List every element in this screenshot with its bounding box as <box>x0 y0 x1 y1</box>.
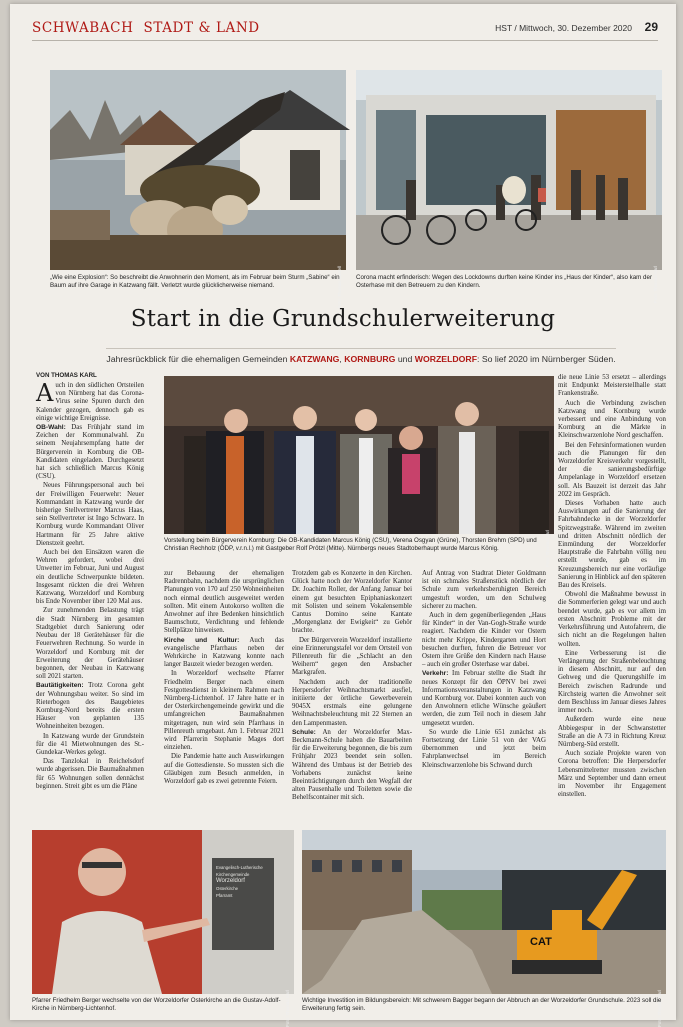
article-column-1 <box>36 379 144 812</box>
page-number: 29 <box>644 20 658 34</box>
place-kornburg: KORNBURG <box>344 354 396 364</box>
paragraph: Das Tanzlokal in Reichelsdorf wurde abgerissen. Die Baumaßnahmen für 65 Wohnungen sollen dennächst beginnen. Streit gibt es um die Pläne <box>36 758 144 790</box>
paragraph: Auch die Verbindung zwischen Katzwang und Kornburg wurde verbessert und eine Anbindung von Kornburg an die Märkte in Kleinschwarzenlohe Nord geschaffen. <box>558 399 666 440</box>
article-column-4 <box>422 570 546 814</box>
section-heading <box>32 20 260 36</box>
keyword-kirche: Kirche und Kultur: <box>164 636 240 644</box>
issue-date: HST / Mittwoch, 30. Dezember 2020 <box>495 23 632 33</box>
church-plaque <box>216 864 270 899</box>
paragraph: Auch soziale Projekte waren von Corona betroffen: Die Herpersdorfer Lebensmittelretter mussten zwischen März und September und dann erneut im November ihr Engagement einstellen. <box>558 750 666 799</box>
paragraph: Auch in dem gegenüberliegenden „Haus für Kinder“ in der Van-Gogh-Straße wurde reagiert. Nachdem die Kinder vor Ostern nicht mehr Krippe, Kindergarten und Hort besuchen durften, fuhren die Betreuer vor Ostern ihre Grüße den Kindern nach Hause – auch ein großer Osterhase war dabei. <box>422 612 546 669</box>
newspaper-page <box>10 4 676 1027</box>
subtitle-intro: Jahresrückblick für die ehemaligen Gemeinden <box>106 354 288 364</box>
paragraph: Auch bei den Einsätzen waren die Wehren gefordert, wobei drei Unwetter im Februar, Juni und August ein deutliche Schwerpunkte bildeten. Insgesamt rückten die drei Wehren Katzwang, Worzeldorf und Kornburg bis Ende November über 120 Mal aus. <box>36 549 144 606</box>
paragraph: Bei den Fehrsinformationen wurden auch die Planungen für den Worzeldorfer Kreisverkehr vorgestellt, der die sanierungsbedürftige Ampelanlage in Worzeldorf ersetzen soll. Als Bauzeit ist derzeit das Jahr 2022 im Gespräch. <box>558 441 666 498</box>
kita-credit: Foto: Thomas Karl <box>653 266 658 303</box>
paragraph: Das Frühjahr stand im Zeichen der Kommunalwahl. Zu seinem Neujahrsempfang hatte der Bürgerverein in Kornburg die OB-Kandidaten eingeladen. Durchgesetzt hat sich schließlich Marcus König (CSU). <box>36 424 144 481</box>
section-left: SCHWABACH <box>32 20 134 36</box>
plaque-line: Worzeldorf <box>216 878 245 884</box>
kita-caption: Corona macht erfinderisch: Wegen des Lockdowns durften keine Kinder ins „Haus der Kinder“, also kam der Osterhase mit den Betreuern zu den Kindern. <box>356 274 653 289</box>
paragraph: Im Februar stellte die Stadt ihr neues Konzept für den ÖPNV bei zwei Informationsveranstaltungen in Katzwang und Kornburg vor. Dabei konnten auch von den Anwohnern etliche Wünsche geäußert werden, die zum Teil noch in diesem Jahr umgesetzt wurden. <box>422 670 546 727</box>
excavator-caption: Wichtige Investition im Bildungsbereich: Mit schwerem Bagger begann der Abbruch an der Worzeldorfer Grundschule. 2023 soll die Erweiterung fertig sein. <box>302 997 662 1012</box>
place-worzeldorf: WORZELDORF <box>414 354 478 364</box>
cat-logo: CAT <box>530 936 552 948</box>
paragraph: An der Worzeldorfer Max-Beckmann-Schule haben die Bauarbeiten für die Erweiterung begonnen, die bis zum Frühjahr 2023 beendet sein sollen. Während des Umbaus ist der Betrieb des Vorhabens zunächst keine Beeinträchtigungen durch den Wegfall der alten Pausenhalle und Toiletten sowie die Behelfscontainer mit sich. <box>292 728 413 802</box>
page-header <box>32 20 658 41</box>
excavator-credit: Foto: Thomas Karl <box>657 990 662 1027</box>
plaque-line: Evangelisch-Lutherische <box>216 865 263 870</box>
place-katzwang: KATZWANG <box>289 354 340 364</box>
paragraph: So wurde die Linie 651 zunächst als Fortsetzung der Linie 51 von der VAG übernommen und jetzt beim Fahrplanwechsel im Bereich Kleinschwarzenlohe bis Schwand durch <box>422 728 546 769</box>
paragraph: Nachdem auch der traditionelle Herpersdorfer Weihnachtsmarkt ausfiel, initiierte der örtliche Gewerbeverein 9045X erstmals eine gelungene Weihnachtsbeleuchtung mit 22 Sternen an den Lampenmasten. <box>292 678 412 727</box>
article-column-2 <box>164 570 284 814</box>
article-subtitle: Jahresrückblick für die ehemaligen Gemeinden KATZWANG, KORNBURG und WORZELDORF: So lief 2020 im Nürnberger Süden. <box>106 348 616 364</box>
group-caption: Vorstellung beim Bürgerverein Kornburg: Die OB-Kandidaten Marcus König (CSU), Verena Osgyan (Grüne), Thorsten Brehm (SPD) und Christian Rechholz (ÖDP, v.r.n.l.) mit Gastgeber Rolf Prötzl (Mitte). Nürnbergs neues Stadtoberhaupt wurde Marcus König. <box>164 537 537 552</box>
paragraph: Obwohl die Maßnahme bewusst in die Sommerferien gelegt war und auch beendet wurde, gab es vor allem im ersten Abschnitt Probleme mit der Verkehrsführung und Autofahrern, die sich nicht an die Regelungen halten wollten. <box>558 591 666 648</box>
paragraph: Eine Verbesserung ist die Verlängerung der Straßenbeleuchtung in diesem Abschnitt, nur auf den Gehweg und die Querungshilfe im Bereich zwischen Radrunde und Kirchsteig warten die Anwohner seit dem Beschluss im Januar dieses Jahres immer noch. <box>558 649 666 715</box>
paragraph: Der Bürgerverein Worzeldorf installierte eine Erinnerungstafel vor dem Ortsteil von Pillenreuth für die „Schlacht an den Weihern“ gegen den Ansbacher Markgrafen. <box>292 636 412 677</box>
paragraph: Trotzdem gab es Konzerte in den Kirchen. Glück hatte noch der Worzeldorfer Kantor Dr. Joachim Roller, der Anfang Januar bei einem gut besuchten Epiphaniaskonzert mit Solisten und seinem Vokalensemble Cantus Domino seine Kantate „Morgenglanz der Ewigkeit“ zu Gehör brachte. <box>292 570 412 635</box>
article-column-3 <box>292 570 412 814</box>
byline: VON THOMAS KARL <box>36 372 97 379</box>
pastor-caption: Pfarrer Friedhelm Berger wechselte von der Worzeldorfer Osterkirche an die Gustav-Adolf-Kirche in Nürnberg-Lichtenhof. <box>32 997 281 1012</box>
plaque-line: Kirchengemeinde <box>216 872 250 877</box>
intro-text: uch in den südlichen Ortsteilen von Nürnberg hat das Corona-Virus seine Spuren durch den Kalender gezogen, dennoch gab es einige wichtige Ereignisse. <box>36 382 144 422</box>
plaque-line: Pfarramt <box>216 893 233 898</box>
paragraph: Die Pandemie hatte auch Auswirkungen auf die Gottesdienste. So mussten sich die Gläubigen zum Besuch anmelden, in Worzeldorf gab es zwei getrennte Feiern. <box>164 753 284 786</box>
paragraph: Außerdem wurde eine neue Abbiegespur in der Schwanstetter Straße an die A 73 in Richtung Kreuz Nürnberg-Süd erstellt. <box>558 716 666 748</box>
keyword-schule: Schule: <box>292 728 316 736</box>
paragraph: die neue Linie 53 ersetzt – allerdings mit Endpunkt Meisterstellhalle statt Frankenstraße. <box>558 374 666 398</box>
drop-cap: A <box>36 379 54 407</box>
storm-credit: Foto: Thomas Correll <box>337 266 342 309</box>
keyword-bau: Bautätigkeiten: <box>36 682 84 690</box>
section-right: STADT & LAND <box>143 20 260 36</box>
paragraph: Dieses Vorhaben hatte auch Auswirkungen auf die Sanierung der Fahrbahndecke in der Worzeldorfer Spitzwegstraße. Während im zweiten und dritten Abschnitt nördlich der Einmündung der Worzeldorfer Hauptstraße die Fahrbahn völlig neu erstellt wurde, gab es im Kreuzungsbereich nur eine vorläufige Sanierung in Hinblick auf den späteren Bau des Kreisels. <box>558 500 666 590</box>
storm-caption: „Wie eine Explosion“: So beschreibt die Anwohnerin den Moment, als im Februar beim Sturm „Sabine“ ein Baum auf ihre Garage in Katzwang fällt. Verletzt wurde glücklicherweise niemand. <box>50 274 340 289</box>
paragraph: zur Bebauung der ehemaligen Radrennbahn, nachdem die ursprünglichen Planungen von 170 auf 250 Wohneinheiten noch einmal deutlich ausgeweitet werden sollten. Mit einem Autokorso wollten die Anwohner auf ihre Bedenken hinsichtlich Baumschutz, Verdichtung und fehlende Stellplätze hinweisen. <box>164 570 284 635</box>
subtitle-end: : So lief 2020 im Nürnberger Süden. <box>477 354 616 364</box>
paragraph: Trotz Corona geht der Wohnungsbau weiter. So sind im Rieterbogen des Baugebietes Kornburg-Nord bereits die ersten Häuser von geplanten 135 Wohneinheiten bezogen. <box>36 682 144 731</box>
article-column-5 <box>558 374 666 814</box>
pastor-credit: Foto: Thomas Karl <box>285 990 290 1027</box>
keyword-ob-wahl: OB-Wahl: <box>36 424 66 432</box>
plaque-line: Osterkirche <box>216 886 238 891</box>
paragraph: In Katzwang wurde der Grundstein für die 41 Mietwohnungen des St.-Gundekar-Werkes gelegt. <box>36 732 144 756</box>
paragraph: Zur zunehmenden Belastung trägt die Stadt Nürnberg im gesamten Stadtgebiet durch Sanierung oder Neubau der 18 Gerätehäuser für die Feuerwehren Rechnung. So wurde in Worzeldorf und Kornburg mit der Erweiterung der Gerätehäuser begonnen, der Neubau in Katzwang soll 2021 starten. <box>36 607 144 681</box>
paragraph: Neues Führungspersonal auch bei der Freiwilligen Feuerwehr: Neuer Kommandant in Katzwang wurde der bisherige Stellvertreter Marcus Haas, sein Stellvertreter ist Ingo Schwarz. In Kornburg wurde Kommandant Oliver Hartmann für 25 Jahre aktive Dienstzeit geehrt. <box>36 482 144 547</box>
paragraph: Auf Antrag von Stadtrat Dieter Goldmann ist ein schmales Straßenstück nördlich der Schule zum verkehrsberuhigten Bereich umgestuft worden, um den Schulweg sicherer zu machen. <box>422 570 546 610</box>
paragraph: Auch das evangelische Pfarrhaus neben der Wehrkirche in Katzwang konnte nach langer Bauzeit wieder bezogen werden. <box>164 636 284 669</box>
group-credit: Foto: Thomas Karl <box>545 530 550 567</box>
keyword-verkehr: Verkehr: <box>422 670 449 678</box>
paragraph: In Worzeldorf wechselte Pfarrer Friedhelm Berger nach einem Festgottesdienst in kleinem Rahmen nach Nürnberg-Lichtenhof. 17 Jahre hatte er in der Osterkirchengemeinde gewirkt und die umfangreichen Baumaßnahmen mitgetragen, nun wird sein Pfarrhaus in Pillenreuth umgebaut. Am 1. Februar 2021 wird Pfarrerin Stephanie Mages dort einziehen. <box>164 670 284 752</box>
article-title: Start in die Grundschulerweiterung <box>130 306 556 332</box>
